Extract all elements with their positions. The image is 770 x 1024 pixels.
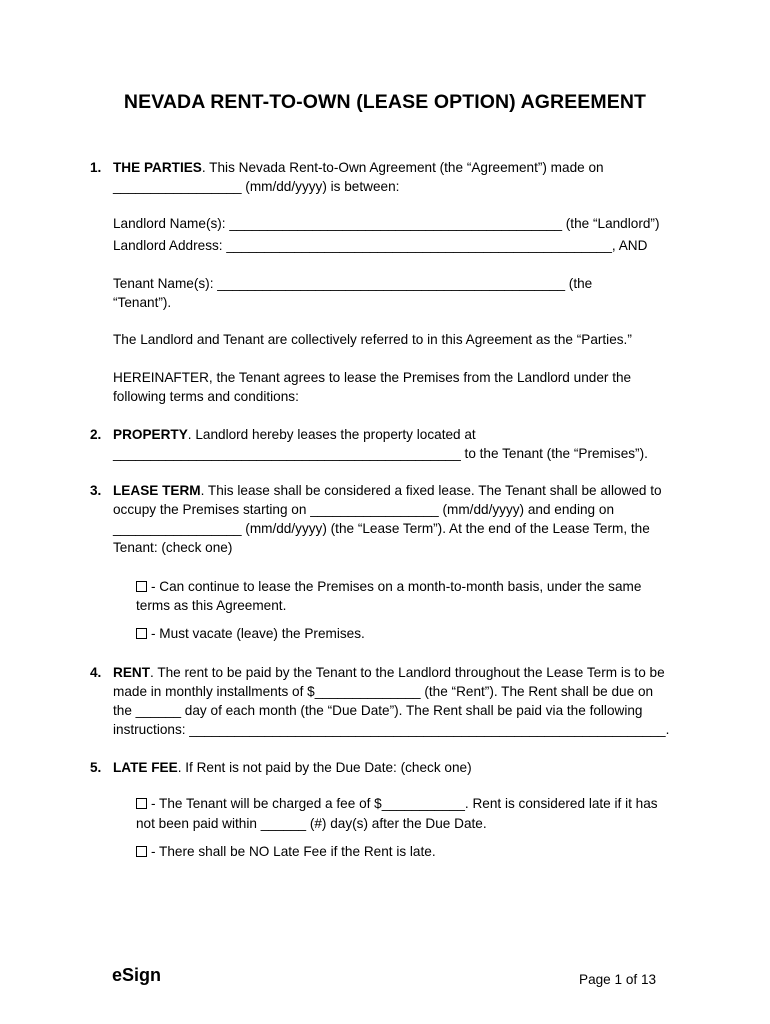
option-label: - Must vacate (leave) the Premises. [151, 626, 365, 641]
section-text: following terms and conditions: [113, 389, 299, 404]
section-number: 3. [90, 483, 102, 498]
checkbox[interactable] [136, 798, 147, 809]
section-line [113, 663, 665, 682]
section-text: “Tenant”). [113, 295, 172, 310]
option-label: - There shall be NO Late Fee if the Rent is late. [151, 844, 436, 859]
premises-field[interactable]: ______________________________________________ to the Tenant (the “Premises”). [113, 446, 648, 461]
esign-logo: eSign [112, 965, 162, 985]
section-text: _________________ (mm/dd/yyyy) is between: [113, 179, 400, 194]
start-date-field[interactable]: occupy the Premises starting on _________________ (mm/dd/yyyy) and ending on [113, 502, 615, 517]
option-vacate[interactable] [136, 624, 365, 643]
tenant-name-field[interactable]: Tenant Name(s): ______________________________________________ (the [113, 276, 593, 291]
section-heading: PROPERTY [113, 427, 188, 442]
section-number: 1. [90, 160, 102, 175]
section-line [113, 758, 472, 777]
rent-amount-field[interactable]: made in monthly installments of $______________ (the “Rent”). The Rent shall be due on [113, 684, 654, 699]
checkbox[interactable] [136, 628, 147, 639]
section-line [113, 425, 476, 444]
section-text: . If Rent is not paid by the Due Date: (check one) [177, 760, 472, 775]
section-number: 2. [90, 427, 102, 442]
section-text: . This lease shall be considered a fixed lease. The Tenant shall be allowed to [200, 483, 662, 498]
checkbox[interactable] [136, 581, 147, 592]
option-label: terms as this Agreement. [136, 598, 287, 613]
option-label: - Can continue to lease the Premises on a month-to-month basis, under the same [151, 579, 642, 594]
end-date-field[interactable]: _________________ (mm/dd/yyyy) (the “Lease Term”). At the end of the Lease Term, the [113, 521, 650, 536]
section-line [113, 158, 604, 177]
option-month-to-month[interactable] [136, 577, 641, 596]
option-label: not been paid within ______ (#) day(s) after the Due Date. [136, 816, 487, 831]
section-heading: RENT [113, 665, 151, 680]
section-text: Tenant: (check one) [113, 540, 233, 555]
option-late-fee[interactable] [136, 794, 658, 813]
option-no-late-fee[interactable] [136, 842, 436, 861]
landlord-address-field[interactable]: Landlord Address: ___________________________________________________, AND [113, 238, 648, 253]
section-text: . The rent to be paid by the Tenant to the Landlord throughout the Lease Term is to be [150, 665, 665, 680]
document-title: NEVADA RENT-TO-OWN (LEASE OPTION) AGREEMENT [123, 91, 647, 113]
due-day-field[interactable]: the ______ day of each month (the “Due Date”). The Rent shall be paid via the following [113, 703, 643, 718]
section-heading: THE PARTIES [113, 160, 202, 175]
section-heading: LEASE TERM [113, 483, 201, 498]
section-number: 5. [90, 760, 102, 775]
section-text: . Landlord hereby leases the property located at [187, 427, 476, 442]
section-number: 4. [90, 665, 102, 680]
checkbox[interactable] [136, 846, 147, 857]
section-text: . This Nevada Rent-to-Own Agreement (the “Agreement”) made on [201, 160, 604, 175]
section-text: The Landlord and Tenant are collectively referred to in this Agreement as the “Parties.” [113, 332, 632, 347]
section-heading: LATE FEE [113, 760, 178, 775]
option-label: - The Tenant will be charged a fee of $___________. Rent is considered late if it has [151, 796, 658, 811]
section-line [113, 481, 662, 500]
landlord-name-field[interactable]: Landlord Name(s): ____________________________________________ (the “Landlord”) [113, 216, 660, 231]
section-text: HEREINAFTER, the Tenant agrees to lease the Premises from the Landlord under the [113, 370, 632, 385]
payment-instructions-field[interactable]: instructions: _______________________________________________________________. [113, 722, 670, 737]
page-number: Page 1 of 13 [579, 972, 657, 987]
